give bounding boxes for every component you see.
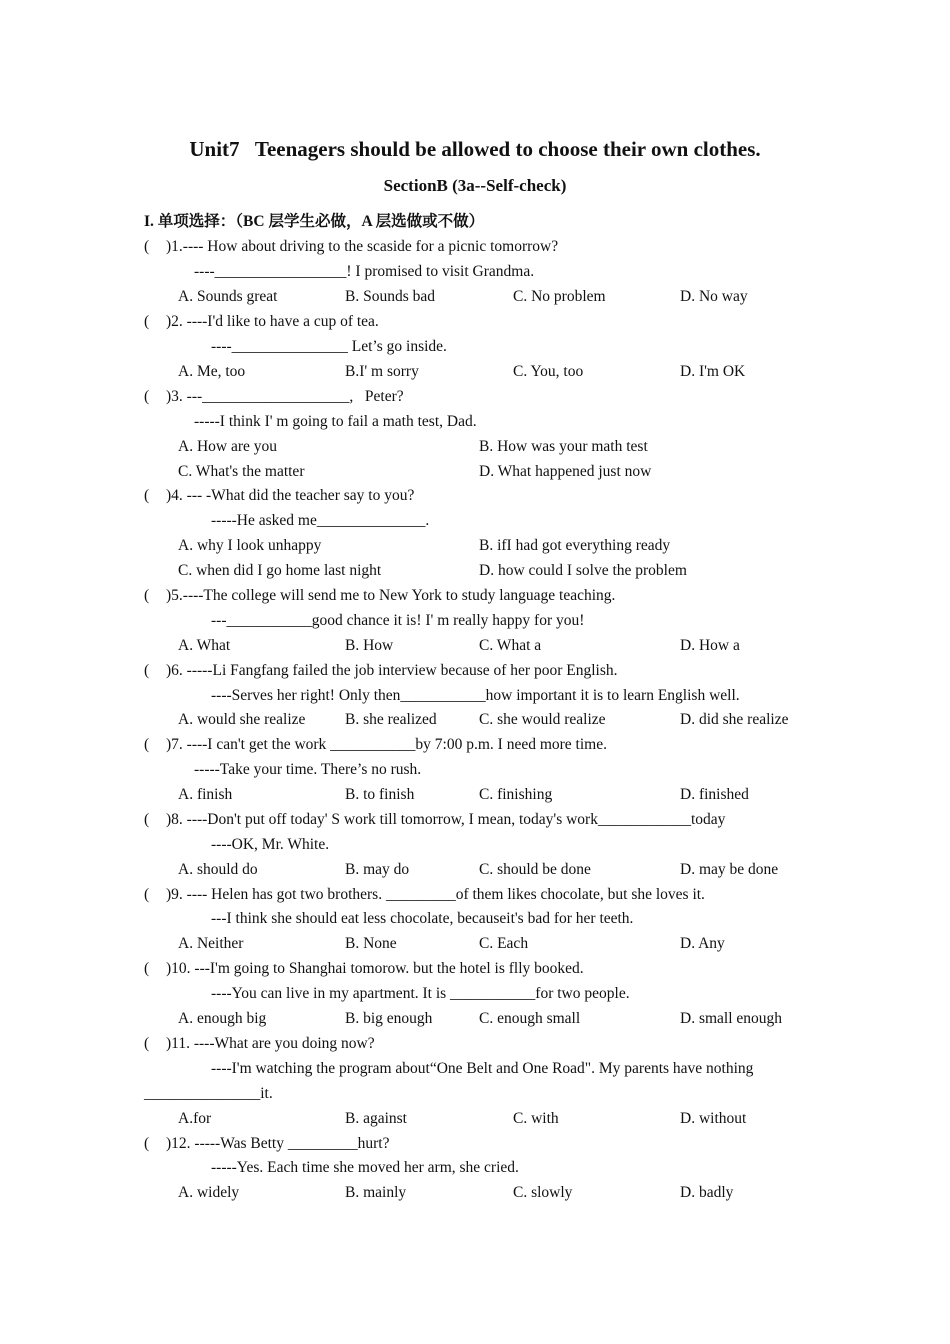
option-8d: D. may be done (680, 861, 779, 878)
response-11: ----I'm watching the program about“One Belt and One Road". My parents have nothing (211, 1060, 754, 1077)
page-title: Unit7 Teenagers should be allowed to choose their own clothes. (189, 137, 761, 161)
option-9a: A. Neither (178, 935, 244, 952)
option-11b: B. against (345, 1110, 407, 1127)
question-1: ( )1.---- How about driving to the scaside for a picnic tomorrow? (144, 238, 559, 255)
option-3b: B. How was your math test (479, 438, 648, 455)
question-5: ( )5.----The college will send me to New York to study language teaching. (144, 587, 616, 604)
option-12b: B. mainly (345, 1184, 407, 1201)
option-11a: A.for (178, 1110, 212, 1127)
question-6: ( )6. -----Li Fangfang failed the job interview because of her poor English. (144, 662, 618, 679)
option-10a: A. enough big (178, 1010, 267, 1027)
response-10: ----You can live in my apartment. It is ___________for two people. (211, 985, 630, 1002)
section-heading: I. 单项选择：（BC 层学生必做，A 层选做或不做） (144, 213, 485, 230)
option-9d: D. Any (680, 935, 725, 952)
question-3: ( )3. ---___________________, Peter? (144, 388, 404, 405)
response-5: ---___________good chance it is! I' m really happy for you! (211, 612, 585, 629)
option-6b: B. she realized (345, 711, 437, 728)
page-subtitle: SectionB (3a--Self-check) (383, 176, 567, 195)
option-8b: B. may do (345, 861, 410, 878)
option-1a: A. Sounds great (178, 288, 278, 305)
option-3a: A. How are you (178, 438, 278, 455)
option-5b: B. How (345, 637, 394, 654)
option-12d: D. badly (680, 1184, 734, 1201)
question-7: ( )7. ----I can't get the work ___________by 7:00 p.m. I need more time. (144, 736, 607, 753)
option-1d: D. No way (680, 288, 748, 305)
question-2: ( )2. ----I'd like to have a cup of tea. (144, 313, 379, 330)
response-6: ----Serves her right! Only then___________how important it is to learn English well. (211, 687, 740, 704)
response-2: ----_______________ Let’s go inside. (211, 338, 447, 355)
option-3c: C. What's the matter (178, 463, 305, 480)
option-11c: C. with (513, 1110, 559, 1127)
option-6d: D. did she realize (680, 711, 789, 728)
response-11-continued: _______________it. (144, 1085, 273, 1102)
option-12c: C. slowly (513, 1184, 573, 1201)
response-9: ---I think she should eat less chocolate, becauseit's bad for her teeth. (211, 910, 634, 927)
question-8: ( )8. ----Don't put off today' S work till tomorrow, I mean, today's work____________today (144, 811, 726, 828)
option-6c: C. she would realize (479, 711, 606, 728)
response-3: -----I think I' m going to fail a math test, Dad. (194, 413, 477, 430)
response-7: -----Take your time. There’s no rush. (194, 761, 422, 778)
option-8c: C. should be done (479, 861, 591, 878)
response-1: ----_________________! I promised to visit Grandma. (194, 263, 535, 280)
option-7b: B. to finish (345, 786, 415, 803)
option-4a: A. why I look unhappy (178, 537, 322, 554)
option-11d: D. without (680, 1110, 747, 1127)
option-1c: C. No problem (513, 288, 606, 305)
question-10: ( )10. ---I'm going to Shanghai tomorow. but the hotel is flly booked. (144, 960, 584, 977)
option-7d: D. finished (680, 786, 749, 803)
option-2c: C. You, too (513, 363, 584, 380)
option-10c: C. enough small (479, 1010, 581, 1027)
option-9c: C. Each (479, 935, 529, 952)
option-8a: A. should do (178, 861, 258, 878)
response-12: -----Yes. Each time she moved her arm, she cried. (211, 1159, 519, 1176)
option-6a: A. would she realize (178, 711, 306, 728)
option-2b: B.I' m sorry (345, 363, 419, 380)
question-9: ( )9. ---- Helen has got two brothers. _________of them likes chocolate, but she loves it. (144, 886, 705, 903)
option-7a: A. finish (178, 786, 233, 803)
response-8: ----OK, Mr. White. (211, 836, 330, 853)
question-11: ( )11. ----What are you doing now? (144, 1035, 375, 1052)
option-9b: B. None (345, 935, 397, 952)
option-10d: D. small enough (680, 1010, 783, 1027)
question-12: ( )12. -----Was Betty _________hurt? (144, 1135, 390, 1152)
option-5c: C. What a (479, 637, 542, 654)
option-2d: D. I'm OK (680, 363, 746, 380)
option-3d: D. What happened just now (479, 463, 652, 480)
question-4: ( )4. --- -What did the teacher say to you? (144, 487, 415, 504)
option-2a: A. Me, too (178, 363, 246, 380)
option-12a: A. widely (178, 1184, 240, 1201)
option-5d: D. How a (680, 637, 740, 654)
option-5a: A. What (178, 637, 231, 654)
option-7c: C. finishing (479, 786, 553, 803)
option-4c: C. when did I go home last night (178, 562, 382, 579)
option-10b: B. big enough (345, 1010, 433, 1027)
option-1b: B. Sounds bad (345, 288, 435, 305)
option-4d: D. how could I solve the problem (479, 562, 687, 579)
option-4b: B. ifI had got everything ready (479, 537, 671, 554)
response-4: -----He asked me______________. (211, 512, 430, 529)
